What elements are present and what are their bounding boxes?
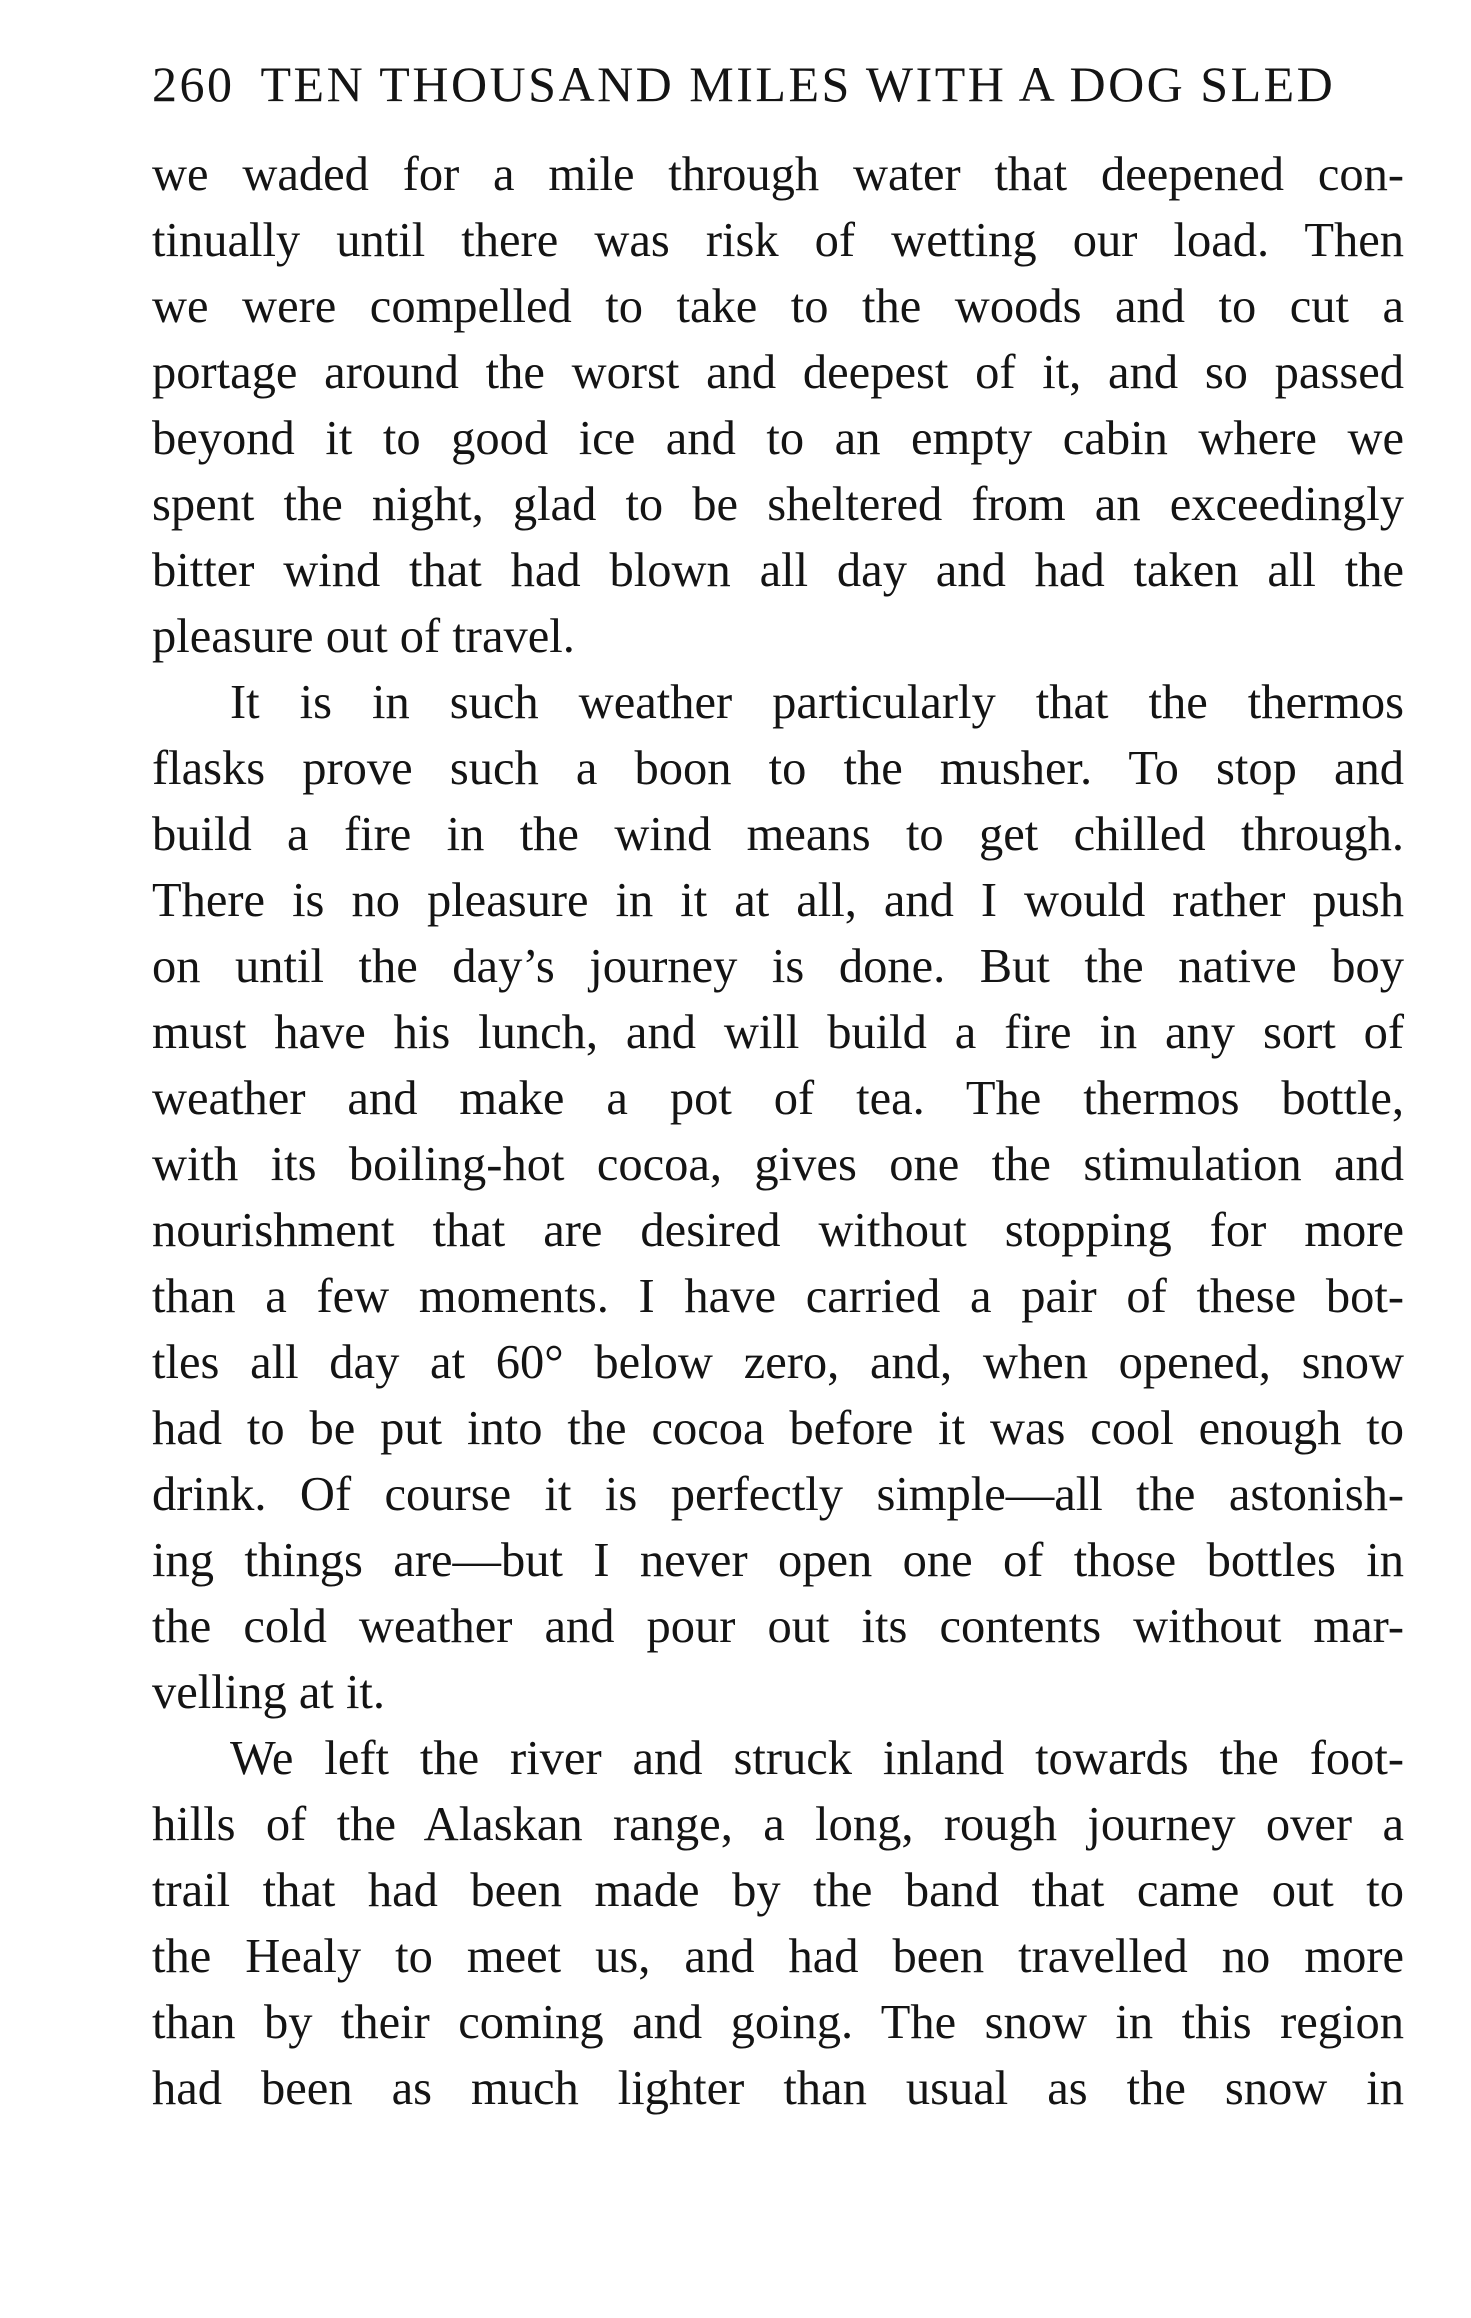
text-line: drink. Of course it is perfectly simple—all the astonish- [152, 1468, 1404, 1521]
running-title: TEN THOUSAND MILES WITH A DOG SLED [260, 56, 1336, 112]
text-line: tles all day at 60° below zero, and, when opened, snow [152, 1336, 1404, 1389]
text-line: trail that had been made by the band that came out to [152, 1864, 1404, 1917]
paragraph-1 [152, 142, 1404, 670]
text-line: bitter wind that had blown all day and had taken all the [152, 544, 1404, 597]
text-line: hills of the Alaskan range, a long, rough journey over a [152, 1798, 1404, 1851]
text-line: had been as much lighter than usual as the snow in [152, 2062, 1404, 2115]
text-line: with its boiling-hot cocoa, gives one the stimulation and [152, 1138, 1404, 1191]
text-line: tinually until there was risk of wetting our load. Then [152, 214, 1404, 267]
text-line: we were compelled to take to the woods and to cut a [152, 280, 1404, 333]
text-line: we waded for a mile through water that deepened con- [152, 148, 1404, 201]
text-line: build a fire in the wind means to get chilled through. [152, 808, 1404, 861]
text-line: ing things are—but I never open one of those bottles in [152, 1534, 1404, 1587]
body-text [152, 142, 1404, 2122]
text-line: beyond it to good ice and to an empty cabin where we [152, 412, 1404, 465]
text-line: velling at it. [152, 1666, 386, 1719]
text-line: flasks prove such a boon to the musher. To stop and [152, 742, 1404, 795]
text-line: We left the river and struck inland towards the foot- [230, 1732, 1404, 1785]
text-line: the Healy to meet us, and had been travelled no more [152, 1930, 1404, 1983]
paragraph-3 [152, 1726, 1404, 2122]
text-line: had to be put into the cocoa before it was cool enough to [152, 1402, 1404, 1455]
text-line: spent the night, glad to be sheltered from an exceedingly [152, 478, 1404, 531]
text-line: the cold weather and pour out its contents without mar- [152, 1600, 1404, 1653]
text-line: nourishment that are desired without stopping for more [152, 1204, 1404, 1257]
text-line: must have his lunch, and will build a fire in any sort of [152, 1006, 1404, 1059]
text-line: It is in such weather particularly that the thermos [230, 676, 1404, 729]
text-line: There is no pleasure in it at all, and I would rather push [152, 874, 1404, 927]
text-line: pleasure out of travel. [152, 610, 575, 663]
text-line: than a few moments. I have carried a pair of these bot- [152, 1270, 1404, 1323]
running-head [152, 44, 1404, 124]
text-line: weather and make a pot of tea. The thermos bottle, [152, 1072, 1404, 1125]
text-line: than by their coming and going. The snow in this region [152, 1996, 1404, 2049]
text-line: on until the day’s journey is done. But the native boy [152, 940, 1404, 993]
page-number: 260 [152, 56, 235, 112]
text-line: portage around the worst and deepest of it, and so passed [152, 346, 1404, 399]
paragraph-2 [152, 670, 1404, 1726]
